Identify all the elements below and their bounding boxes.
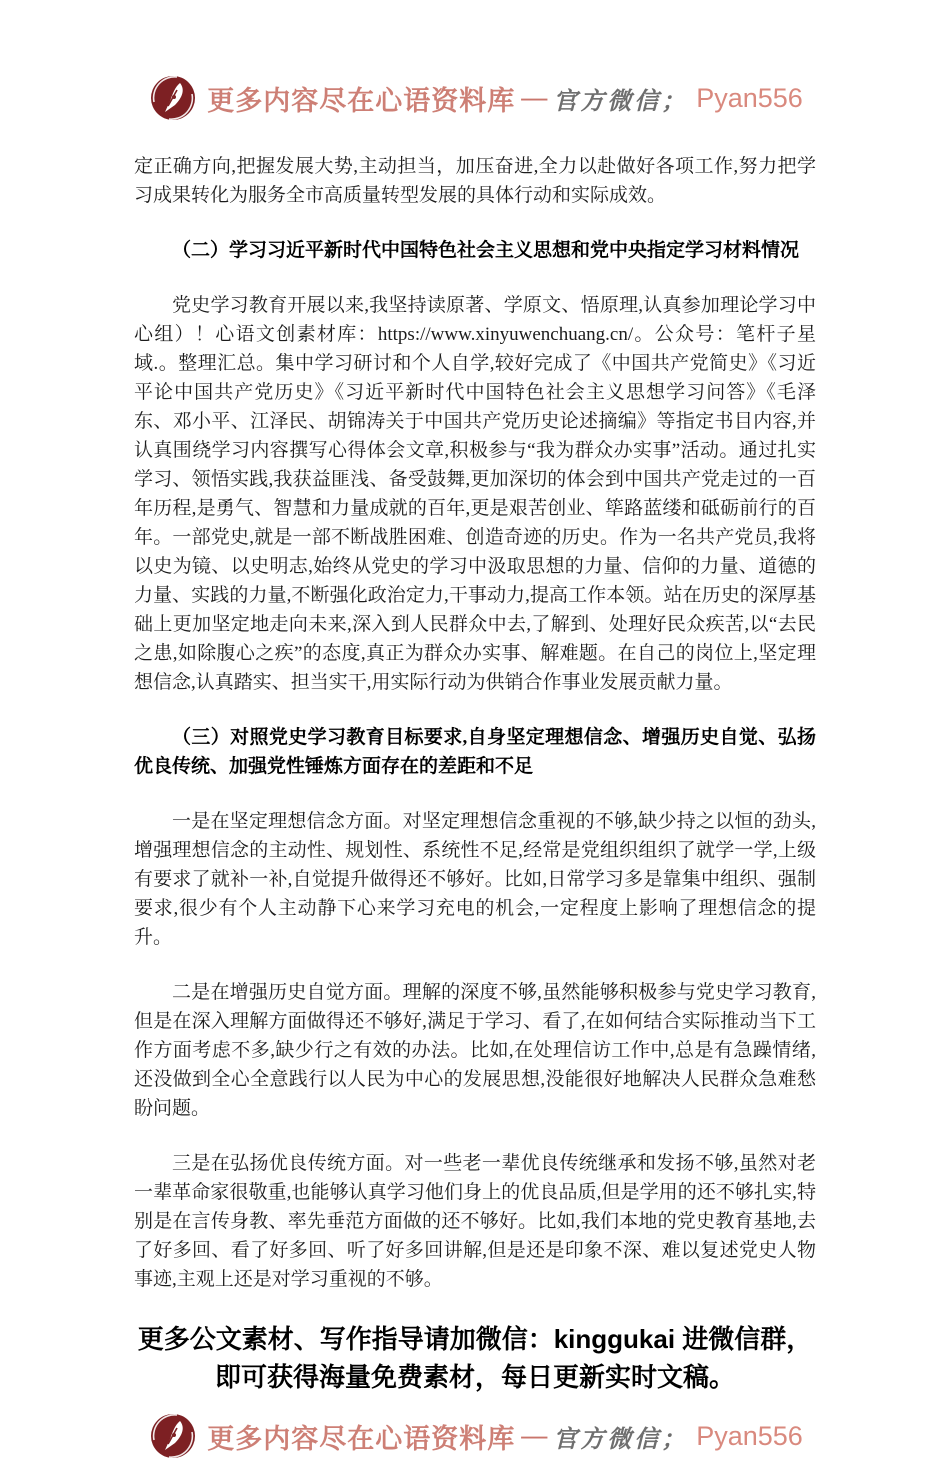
header-banner: [0, 72, 950, 124]
document-body: [134, 152, 816, 1396]
section-heading-gaps-shortcomings: （三）对照党史学习教育目标要求,自身坚定理想信念、增强历史自觉、弘扬优良传统、加强党性锤炼方面存在的差距和不足: [134, 727, 816, 777]
footer-banner: [0, 1410, 950, 1462]
document-page: [0, 72, 950, 1454]
section-heading-study-materials: （二）学习习近平新时代中国特色社会主义思想和党中央指定学习材料情况: [172, 240, 800, 261]
pen-nib-logo-icon: [147, 1410, 199, 1462]
paragraph-study-situation: 党史学习教育开展以来,我坚持读原著、学原文、悟原理,认真参加理论学习中心组）！心语文创素材库：https://www.xinyuwenchuang.cn/。公众号：笔杆子星域.。整理汇总。集中学习研讨和个人自学,较好完成了《中国共产党简史》《习近平论中国共产党历史》《习近平新时代中国特色社会主义思想学习问答》《毛泽东、邓小平、江泽民、胡锦涛关于中国共产党历史论述摘编》等指定书目内容,并认真围绕学习内容撰写心得体会文章,积极参与“我为群众办实事”活动。通过扎实学习、领悟实践,我获益匪浅、备受鼓舞,更加深切的体会到中国共产党走过的一百年历程,是勇气、智慧和力量成就的百年,更是艰苦创业、筚路蓝缕和砥砺前行的百年。一部党史,就是一部不断战胜困难、创造奇迹的历史。作为一名共产党员,我将以史为镜、以史明志,始终从党史的学习中汲取思想的力量、信仰的力量、道德的力量、实践的力量,不断强化政治定力,干事动力,提高工作本领。站在历史的深厚基础上更加坚定地走向未来,深入到人民群众中去,了解到、处理好民众疾苦,以“去民之患,如除腹心之疾”的态度,真正为群众办实事、解难题。在自己的岗位上,坚定理想信念,认真踏实、担当实干,用实际行动为供销合作事业发展贡献力量。: [134, 295, 816, 693]
promo-callout: 更多公文素材、写作指导请加微信：kinggukai 进微信群，即可获得海量免费素材，每日更新实时文稿。: [137, 1324, 813, 1392]
banner-dash: —: [521, 83, 548, 112]
paragraph-point-history-awareness: 二是在增强历史自觉方面。理解的深度不够,虽然能够积极参与党史学习教育,但是在深入理解方面做得还不够好,满足于学习、看了,在如何结合实际推动当下工作方面考虑不多,缺少行之有效的办法。比如,在处理信访工作中,总是有急躁情绪,还没做到全心全意践行以人民为中心的发展思想,没能很好地解决人民群众急难愁盼问题。: [134, 982, 816, 1119]
banner-official-label: 官方微信；: [553, 1426, 689, 1453]
banner-wechat-id: Pyan556: [696, 1420, 803, 1451]
paragraph-intro-continuation: 定正确方向,把握发展大势,主动担当，加压奋进,全力以赴做好各项工作,努力把学习成果转化为服务全市高质量转型发展的具体行动和实际成效。: [134, 156, 816, 206]
banner-official-label: 官方微信；: [553, 88, 689, 115]
banner-dash: —: [521, 1421, 548, 1450]
banner-brand-text: 更多内容尽在心语资料库: [207, 1423, 516, 1454]
paragraph-point-ideals: 一是在坚定理想信念方面。对坚定理想信念重视的不够,缺少持之以恒的劲头,增强理想信念的主动性、规划性、系统性不足,经常是党组织组织了就学一学,上级有要求了就补一补,自觉提升做得还不够好。比如,日常学习多是靠集中组织、强制要求,很少有个人主动静下心来学习充电的机会,一定程度上影响了理想信念的提升。: [134, 811, 816, 948]
pen-nib-logo-icon: [147, 72, 199, 124]
banner-brand-text: 更多内容尽在心语资料库: [207, 85, 516, 116]
banner-wechat-id: Pyan556: [696, 82, 803, 113]
paragraph-point-fine-traditions: 三是在弘扬优良传统方面。对一些老一辈优良传统继承和发扬不够,虽然对老一辈革命家很敬重,也能够认真学习他们身上的优良品质,但是学用的还不够扎实,特别是在言传身教、率先垂范方面做的还不够好。比如,我们本地的党史教育基地,去了好多回、看了好多回、听了好多回讲解,但是还是印象不深、难以复述党史人物事迹,主观上还是对学习重视的不够。: [134, 1153, 816, 1290]
